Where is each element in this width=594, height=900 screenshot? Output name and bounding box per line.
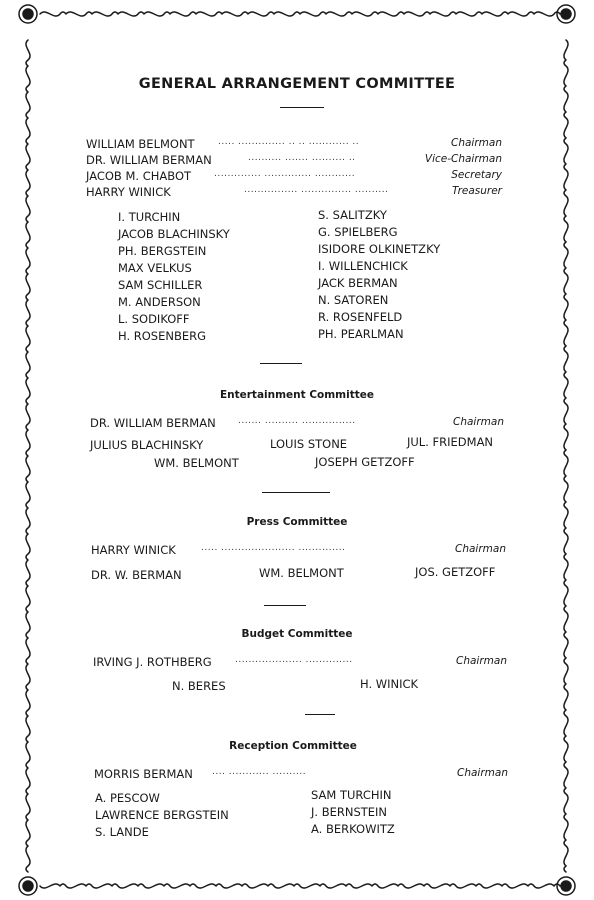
officer-role: Treasurer [451, 185, 502, 197]
officer-row [86, 153, 502, 170]
member-name: M. ANDERSON [118, 295, 201, 309]
member-name: R. ROSENFELD [318, 310, 403, 324]
chair-role: Chairman [453, 416, 504, 428]
member-name: LOUIS STONE [270, 437, 348, 451]
member-name: WM. BELMONT [259, 566, 344, 580]
leader-dots: ................ ............... .......... [244, 185, 389, 195]
member-name: S. LANDE [95, 825, 149, 839]
corner-ornament [561, 9, 571, 19]
reception-committee-title: Reception Committee [229, 740, 357, 752]
title-divider [280, 107, 324, 108]
leader-dots: .................... .............. [235, 655, 353, 665]
member-name: SAM SCHILLER [118, 278, 203, 292]
corner-ornament [23, 9, 33, 19]
section-divider [260, 363, 302, 364]
leader-dots: .... ............ .......... [212, 767, 307, 777]
officer-role: Chairman [451, 137, 502, 149]
member-name: H. ROSENBERG [118, 329, 207, 343]
entertainment-committee-title: Entertainment Committee [219, 389, 375, 401]
member-name: S. SALITZKY [318, 208, 387, 222]
chair-name: DR. WILLIAM BERMAN [90, 416, 216, 430]
officer-row [86, 185, 502, 202]
member-name: MAX VELKUS [118, 261, 192, 275]
reception-chair-row [94, 767, 508, 784]
member-name: I. WILLENCHICK [318, 259, 408, 273]
corner-ornament [23, 881, 33, 891]
press-chair-row [91, 543, 506, 560]
member-name: J. BERNSTEIN [311, 805, 388, 819]
member-name: DR. W. BERMAN [91, 568, 182, 582]
member-name: JOSEPH GETZOFF [315, 455, 415, 469]
press-committee-title: Press Committee [246, 516, 348, 528]
chair-role: Chairman [456, 655, 507, 667]
chair-name: HARRY WINICK [91, 543, 176, 557]
leader-dots: .......... ....... .......... .. [248, 153, 356, 163]
member-name: PH. BERGSTEIN [118, 244, 207, 258]
budget-chair-row [93, 655, 507, 672]
chair-role: Chairman [455, 543, 506, 555]
member-name: ISIDORE OLKINETZKY [318, 242, 441, 256]
budget-committee-title: Budget Committee [241, 628, 353, 640]
member-name: WM. BELMONT [154, 456, 239, 470]
member-name: N. BERES [172, 679, 226, 693]
officer-name: HARRY WINICK [86, 185, 171, 199]
member-name: A. PESCOW [95, 791, 160, 805]
member-name: PH. PEARLMAN [318, 327, 404, 341]
member-name: JACOB BLACHINSKY [118, 227, 230, 241]
member-name: JOS. GETZOFF [415, 565, 496, 579]
member-name: LAWRENCE BERGSTEIN [95, 808, 229, 822]
member-name: SAM TURCHIN [311, 788, 392, 802]
member-name: I. TURCHIN [118, 210, 181, 224]
officer-row [86, 169, 502, 186]
officer-row [86, 137, 502, 154]
member-name: L. SODIKOFF [118, 312, 190, 326]
member-name: JULIUS BLACHINSKY [90, 438, 204, 452]
member-name: N. SATOREN [318, 293, 389, 307]
entertainment-chair-row [90, 416, 504, 433]
chair-name: IRVING J. ROTHBERG [93, 655, 212, 669]
section-divider [264, 605, 306, 606]
leader-dots: ..... .............. .. .. ............ .. [218, 137, 360, 147]
officer-name: DR. WILLIAM BERMAN [86, 153, 212, 167]
section-divider [262, 492, 330, 493]
leader-dots: ..... ...................... .............. [201, 543, 346, 553]
section-divider [305, 714, 335, 715]
leader-dots: .............. .............. ............ [214, 169, 356, 179]
member-name: H. WINICK [360, 677, 419, 691]
officer-role: Vice-Chairman [424, 153, 502, 165]
page-title: GENERAL ARRANGEMENT COMMITTEE [138, 76, 456, 92]
member-name: G. SPIELBERG [318, 225, 398, 239]
chair-role: Chairman [457, 767, 508, 779]
officer-name: JACOB M. CHABOT [86, 169, 192, 183]
leader-dots: ....... .......... ................ [238, 416, 356, 426]
officer-name: WILLIAM BELMONT [86, 137, 195, 151]
member-name: JUL. FRIEDMAN [407, 435, 494, 449]
officer-role: Secretary [451, 169, 502, 181]
member-name: JACK BERMAN [318, 276, 398, 290]
corner-ornament [561, 881, 571, 891]
chair-name: MORRIS BERMAN [94, 767, 193, 781]
member-name: A. BERKOWITZ [311, 822, 395, 836]
